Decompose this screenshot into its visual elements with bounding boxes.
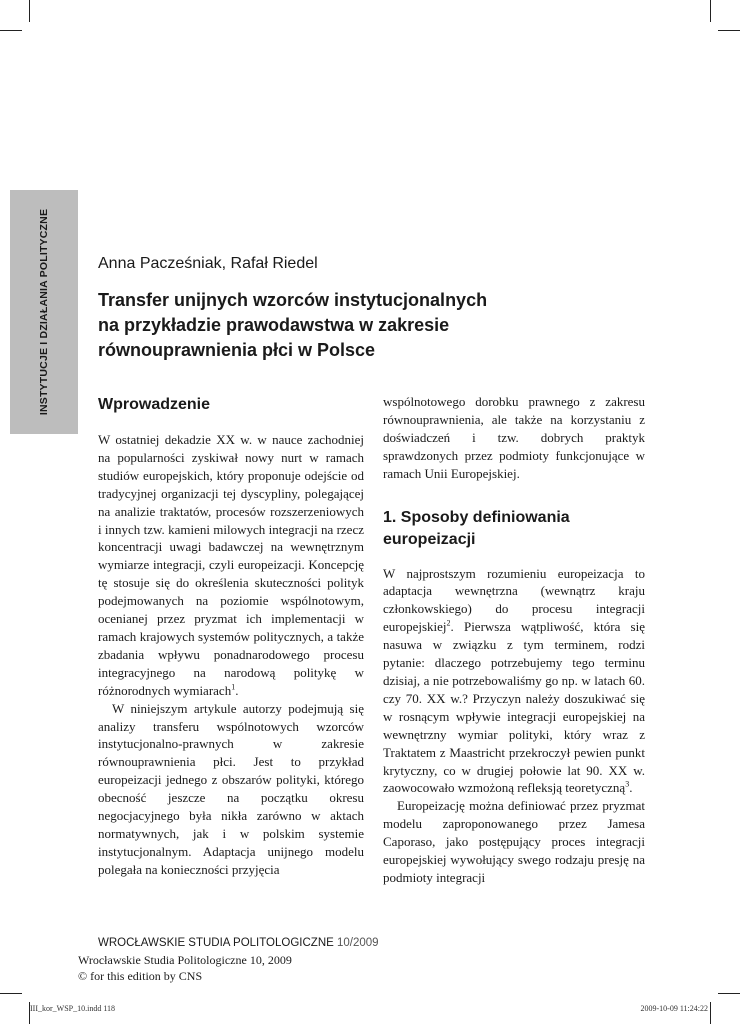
journal-name: WROCŁAWSKIE STUDIA POLITOLOGICZNE (98, 937, 334, 949)
print-slug-file: III_kor_WSP_10.indd 118 (30, 1004, 116, 1013)
section-heading-intro: Wprowadzenie (98, 396, 211, 413)
title-line: równouprawnienia płci w Polsce (98, 340, 376, 360)
crop-mark (710, 0, 711, 22)
crop-mark (0, 30, 22, 31)
crop-mark (710, 1002, 711, 1024)
footnote-ref[interactable]: 3 (625, 780, 630, 790)
paragraph: Europeizację można definiować przez pryzmat modelu zaproponowanego przez Jamesa Caporaso, jako postępujący proces integracji europejskiej wywołujący swego rodzaju presję na podmioty integracji (383, 798, 645, 885)
crop-mark (29, 0, 30, 22)
section-heading-1 (383, 507, 645, 551)
left-column (98, 394, 364, 879)
citation-line: Wrocławskie Studia Politologiczne 10, 2009 (78, 953, 292, 967)
copyright-line: © for this edition by CNS (78, 969, 203, 983)
print-slug-timestamp: 2009-10-09 11:24:22 (640, 1004, 708, 1013)
journal-footer (98, 937, 379, 949)
footnote-ref[interactable]: 2 (446, 618, 451, 628)
title-line: na przykładzie prawodawstwa w zakresie (98, 315, 450, 335)
crop-mark (0, 993, 22, 994)
paragraph: wspólnotowego dorobku prawnego z zakresu równouprawnienia, ale także na korzystaniu z doświadczeń i tzw. dobrych praktyk sprawdzonych przez podmioty funkcjonujące w ramach Unii Europejskiej. (383, 394, 645, 481)
footnote-ref[interactable]: 1 (231, 682, 236, 692)
article-authors: Anna Pacześniak, Rafał Riedel (98, 255, 318, 272)
title-line: Transfer unijnych wzorców instytucjonalnych (98, 290, 488, 310)
heading-line: europeizacji (383, 530, 476, 548)
paragraph: W najprostszym rozumieniu europeizacja to adaptacja wewnętrzna (wewnątrz kraju członkowskiego) do procesu integracji europejskiej$^2$. Pierwsza wątpliwość, która się nasuwa w związku z tym terminem, rodzi pytanie: dlaczego potrzebujemy tego terminu dzisiaj, a nie potrzebowaliśmy go np. w latach 60. czy 70. XX w.? Przyczyn należy doszukiwać się w rosnącym wpływie integracji europejskiej na wewnętrzny wymiar polityki, który wraz z Traktatem z Maastricht przekroczył pewien punkt krytyczny, co w drugiej połowie lat 90. XX w. zaowocowało wzmożoną refleksją teoretyczną$^3$. (383, 565, 645, 796)
heading-line: 1. Sposoby definiowania (383, 508, 570, 526)
section-tab-label: INSTYTUCJE I DZIAŁANIA POLITYCZNE (38, 208, 50, 416)
crop-mark (718, 993, 740, 994)
article-title (98, 288, 538, 363)
right-column (383, 393, 645, 887)
paragraph: W niniejszym artykule autorzy podejmują się analizy transferu wspólnotowych wzorców instytucjonalno-prawnych w zakresie równouprawnienia płci. Jest to przykład europeizacji jednego z obszarów polityki, którego obecność jeszcze na początku okresu negocjacyjnego była nikła zarówno w aktach normatywnych, jak i w polskim systemie instytucjonalnym. Adaptacja unijnego modelu polegała na konieczności przyjęcia (98, 700, 364, 877)
paragraph: W ostatniej dekadzie XX w. w nauce zachodniej na popularności zyskiwał nowy nurt w ramach studiów europejskich, który proponuje odejście od tradycyjnej organizacji tej dyscypliny, polegającej na analizie traktatów, procesów rozszerzeniowych i innych tzw. kamieni milowych integracji na rzecz koncentracji uwagi badawczej na wewnętrznym wymiarze integracji, czyli europeizacji. Koncepcję tę stosuje się do określenia skuteczności polityk podejmowanych na poziomie wspólnotowym, ocenianej przez pryzmat ich implementacji w ramach krajowych systemów politycznych, a także zbadania wpływu ponadnarodowego procesu integracyjnego na narodową politykę w różnorodnych wymiarach$^1$. (98, 432, 364, 698)
crop-mark (718, 30, 740, 31)
journal-issue: 10/2009 (337, 937, 379, 949)
